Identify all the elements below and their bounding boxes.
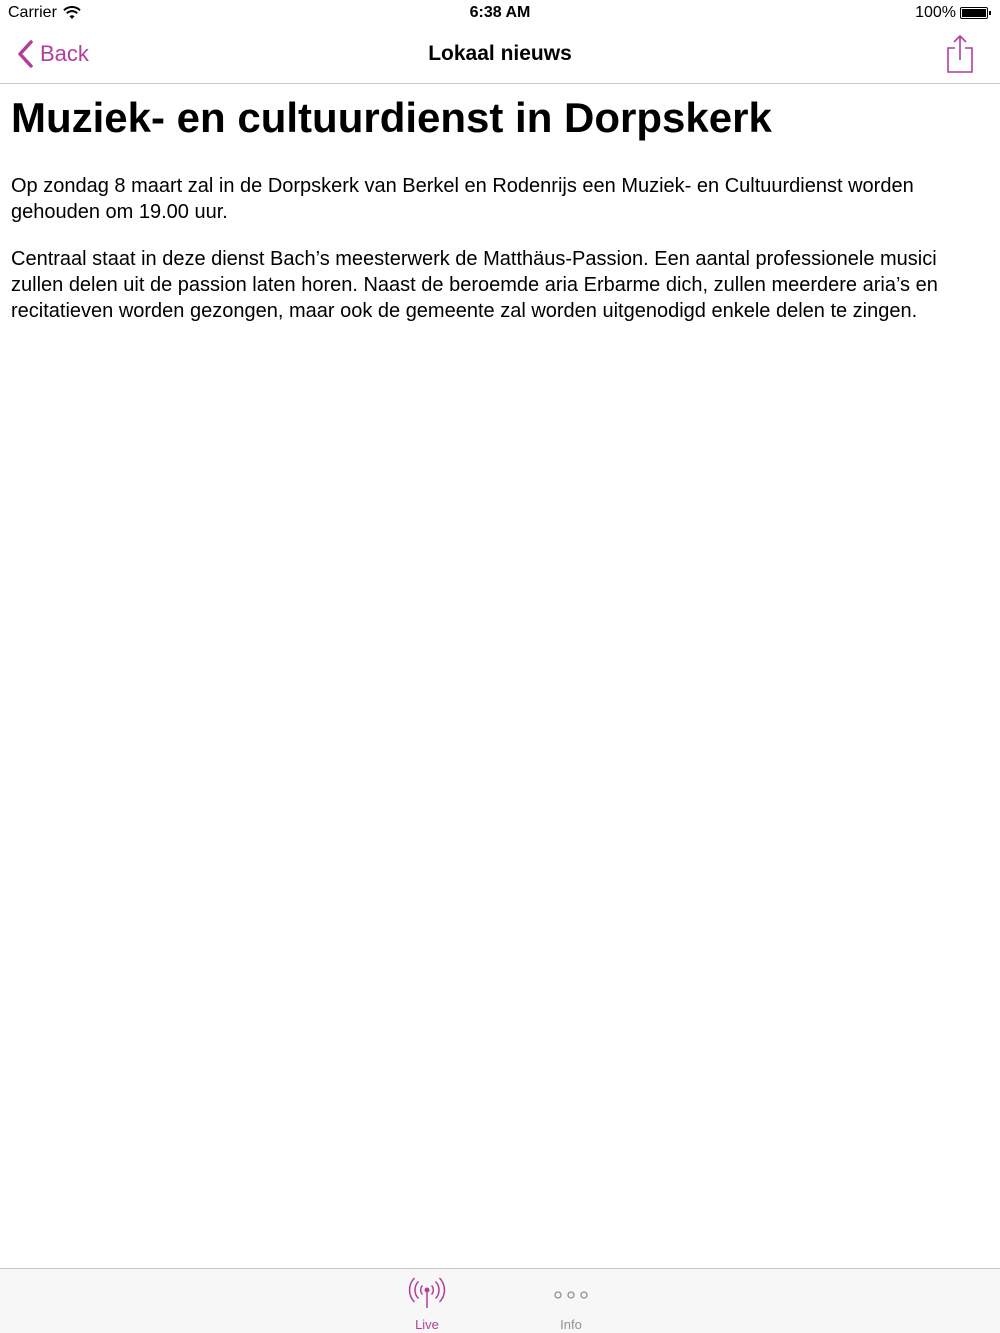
carrier-label: Carrier (8, 4, 57, 21)
page-title: Lokaal nieuws (428, 42, 572, 65)
tab-info[interactable] (526, 1275, 616, 1332)
article-content (11, 92, 981, 324)
tab-live-label: Live (415, 1317, 439, 1332)
navigation-bar (0, 28, 1000, 84)
battery-percentage: 100% (915, 4, 956, 21)
more-icon (551, 1275, 591, 1315)
article-paragraph: Op zondag 8 maart zal in de Dorpskerk van Berkel en Rodenrijs een Muziek- en Cultuurdienst worden gehouden om 19.00 uur. (11, 175, 914, 223)
status-time: 6:38 AM (469, 4, 531, 21)
share-icon[interactable] (944, 34, 976, 74)
tab-bar (0, 1268, 1000, 1333)
status-right (915, 4, 992, 22)
tab-info-label: Info (560, 1317, 582, 1332)
back-button-label: Back (40, 41, 89, 66)
status-bar (0, 0, 1000, 28)
article-paragraph: Centraal staat in deze dienst Bach’s meesterwerk de Matthäus-Passion. Een aantal professionele musici zullen delen uit de passion laten horen. Naast de beroemde aria Erbarme dich, zullen meerdere aria’s en recitatieven worden gezongen, maar ook de gemeente zal worden uitgenodigd enkele delen te zingen. (11, 248, 938, 322)
tab-live[interactable] (382, 1275, 472, 1332)
battery-level (962, 9, 986, 17)
battery-icon (960, 7, 988, 19)
article-title: Muziek- en cultuurdienst in Dorpskerk (11, 94, 772, 141)
broadcast-icon (407, 1275, 447, 1315)
